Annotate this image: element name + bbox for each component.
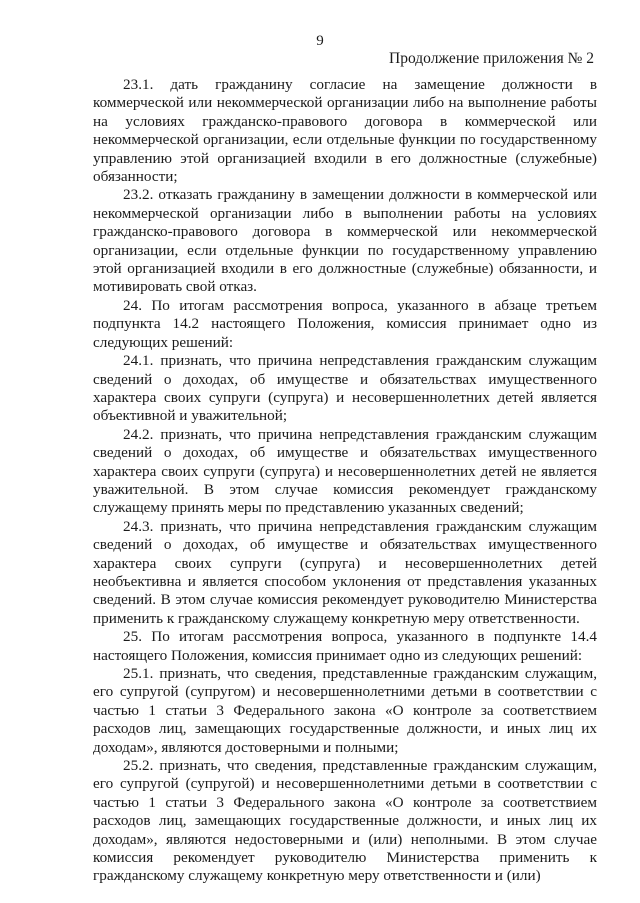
page-number: 9 xyxy=(316,33,324,49)
appendix-continuation-note: Продолжение приложения № 2 xyxy=(389,50,594,67)
paragraph-25-2: 25.2. признать, что сведения, представленные гражданским служащим, его супругой (супругой) и несовершеннолетними детьми в соответствии с частью 1 статьи 3 Федерального закона «О контроле за соответствием расходов лиц, замещающих государственные должности, и иных лиц их доходам», являются недостоверными и (или) неполными. В этом случае комиссия рекомендует руководителю Министерства применить к гражданскому служащему конкретную меру ответственности и (или) xyxy=(93,757,597,885)
document-body xyxy=(93,76,597,886)
paragraph-24-3: 24.3. признать, что причина непредставления гражданским служащим сведений о доходах, об имуществе и обязательствах имущественного характера своих супруги (супруга) и несовершеннолетних детей необъективна и является способом уклонения от представления указанных сведений. В этом случае комиссия рекомендует руководителю Министерства применить к гражданскому служащему конкретную меру ответственности. xyxy=(93,517,597,627)
paragraph-23-2: 23.2. отказать гражданину в замещении должности в коммерческой или некоммерческой организации либо в выполнении работы на условиях гражданско-правового договора в коммерческой или некоммерческой организации, если отдельные функции по государственному управлению этой организацией входили в его должностные (служебные) обязанности, и мотивировать свой отказ. xyxy=(93,186,597,296)
paragraph-23-1: 23.1. дать гражданину согласие на замещение должности в коммерческой или некоммерческой организации либо на выполнение работы на условиях гражданско-правового договора в коммерческой или некоммерческой организации, если отдельные функции по государственному управлению этой организацией входили в его должностные (служебные) обязанности; xyxy=(93,76,597,186)
paragraph-24-1: 24.1. признать, что причина непредставления гражданским служащим сведений о доходах, об имуществе и обязательствах имущественного характера своих супруги (супруга) и несовершеннолетних детей является объективной и уважительной; xyxy=(93,352,597,425)
paragraph-25: 25. По итогам рассмотрения вопроса, указанного в подпункте 14.4 настоящего Положения, комиссия принимает одно из следующих решений: xyxy=(93,628,597,664)
paragraph-25-1: 25.1. признать, что сведения, представленные гражданским служащим, его супругой (супругом) и несовершеннолетними детьми в соответствии с частью 1 статьи 3 Федерального закона «О контроле за соответствием расходов лиц, замещающих государственные должности, и иных лиц их доходам», являются достоверными и полными; xyxy=(93,665,597,756)
paragraph-24-2: 24.2. признать, что причина непредставления гражданским служащим сведений о доходах, об имуществе и обязательствах имущественного характера своих супруги (супруга) и несовершеннолетних детей не является уважительной. В этом случае комиссия рекомендует гражданскому служащему принять меры по представлению указанных сведений; xyxy=(93,425,597,517)
paragraph-24: 24. По итогам рассмотрения вопроса, указанного в абзаце третьем подпункта 14.2 настоящего Положения, комиссия принимает одно из следующих решений: xyxy=(93,296,597,351)
